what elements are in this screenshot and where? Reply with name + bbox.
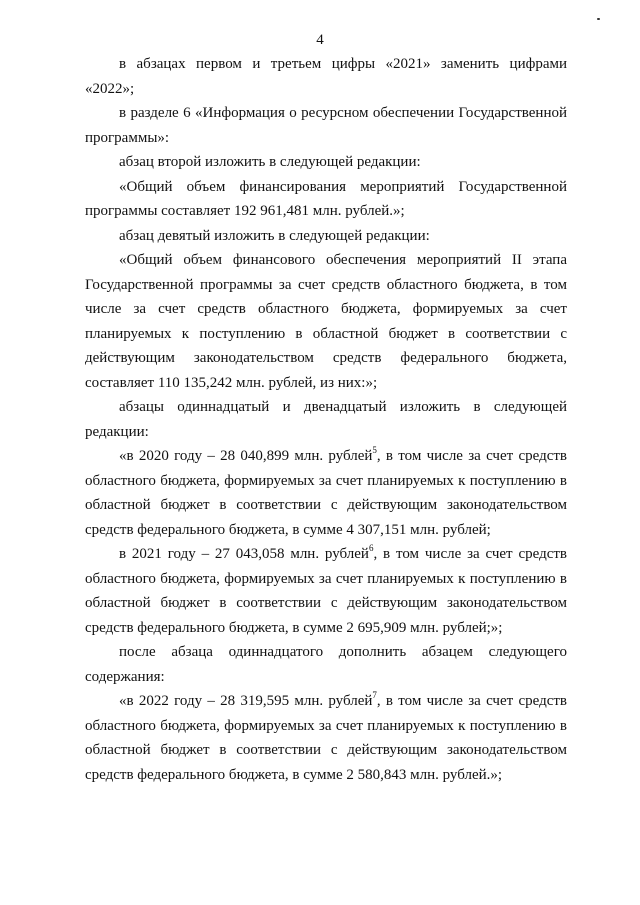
text-line <box>85 444 567 469</box>
text-line <box>85 175 567 200</box>
line-text: программы»: <box>85 129 170 146</box>
line-text: абзац второй изложить в следующей редакции: <box>119 154 421 170</box>
text-line <box>85 371 567 396</box>
text-line <box>85 101 567 126</box>
page-number: 4 <box>316 32 324 48</box>
line-text: «Общий объем финансового обеспечения мероприятий II этапа <box>119 252 567 268</box>
line-text: средств федерального бюджета, в сумме 2 695,909 млн. рублей;»; <box>85 619 503 636</box>
line-text: «в 2020 году – 28 040,899 млн. рублей <box>119 448 373 464</box>
line-text: областной бюджет в соответствии с действующим законодательством <box>85 595 567 611</box>
line-text: редакции: <box>85 423 149 440</box>
line-text-continued: , в том числе за счет средств <box>376 448 567 464</box>
line-text: «Общий объем финансирования мероприятий Государственной <box>119 178 567 195</box>
text-line <box>85 518 567 543</box>
footnote-marker: 5 <box>372 445 377 455</box>
line-text: программы составляет 192 961,481 млн. рублей.»; <box>85 203 405 219</box>
line-text: в разделе 6 «Информация о ресурсном обеспечении Государственной <box>119 105 567 121</box>
footnote-marker: 7 <box>372 690 377 700</box>
text-line <box>85 665 567 690</box>
line-text: абзацы одиннадцатый и двенадцатый изложить в следующей <box>119 399 567 415</box>
line-text: планируемых к поступлению в областной бюджет в соответствии с <box>85 325 567 342</box>
text-line <box>85 640 567 665</box>
line-text: «2022»; <box>85 80 135 97</box>
text-line <box>85 763 567 788</box>
line-text: областной бюджет в соответствии с действующим законодательством <box>85 497 567 513</box>
line-text: областного бюджета, формируемых за счет планируемых к поступлению в <box>85 570 567 587</box>
text-line <box>85 714 567 739</box>
footnote-marker: 6 <box>368 543 374 553</box>
line-text-continued: , в том числе за счет средств <box>376 693 567 709</box>
line-text: Государственной программы за счет средств областного бюджета, в том <box>85 276 567 293</box>
text-line <box>85 199 567 224</box>
text-line <box>85 493 567 518</box>
text-line <box>85 150 567 175</box>
text-line <box>85 542 567 567</box>
line-text: абзац девятый изложить в следующей редакции: <box>119 227 430 244</box>
line-text: в 2021 году – 27 043,058 млн. рублей <box>119 546 369 562</box>
text-line <box>85 322 567 347</box>
text-line <box>85 567 567 592</box>
line-text: областной бюджет в соответствии с действующим законодательством <box>85 742 567 758</box>
line-text: числе за счет средств областного бюджета, формируемых за счет <box>85 301 567 317</box>
text-line <box>85 77 567 102</box>
text-line <box>85 52 567 77</box>
line-text: содержания: <box>85 668 165 685</box>
text-line <box>85 297 567 322</box>
line-text: средств федерального бюджета, в сумме 4 307,151 млн. рублей; <box>85 521 491 538</box>
text-line <box>85 420 567 445</box>
document-body <box>85 52 567 787</box>
text-line <box>85 616 567 641</box>
line-text: областного бюджета, формируемых за счет планируемых к поступлению в <box>85 717 567 734</box>
line-text: в абзацах первом и третьем цифры «2021» заменить цифрами <box>119 56 567 72</box>
text-line <box>85 224 567 249</box>
line-text: составляет 110 135,242 млн. рублей, из них:»; <box>85 374 378 391</box>
line-text: средств федерального бюджета, в сумме 2 580,843 млн. рублей.»; <box>85 766 503 783</box>
text-line <box>85 273 567 298</box>
scan-mark <box>597 18 600 20</box>
text-line <box>85 469 567 494</box>
line-text-continued: , в том числе за счет средств <box>373 546 567 562</box>
text-line <box>85 738 567 763</box>
line-text: «в 2022 году – 28 319,595 млн. рублей <box>119 693 373 709</box>
text-line <box>85 248 567 273</box>
text-line <box>85 126 567 151</box>
text-line <box>85 346 567 371</box>
text-line <box>85 395 567 420</box>
line-text: действующим законодательством средств федерального бюджета, <box>85 350 567 366</box>
line-text: после абзаца одиннадцатого дополнить абзацем следующего <box>119 644 567 660</box>
line-text: областного бюджета, формируемых за счет планируемых к поступлению в <box>85 472 567 489</box>
text-line <box>85 689 567 714</box>
text-line <box>85 591 567 616</box>
